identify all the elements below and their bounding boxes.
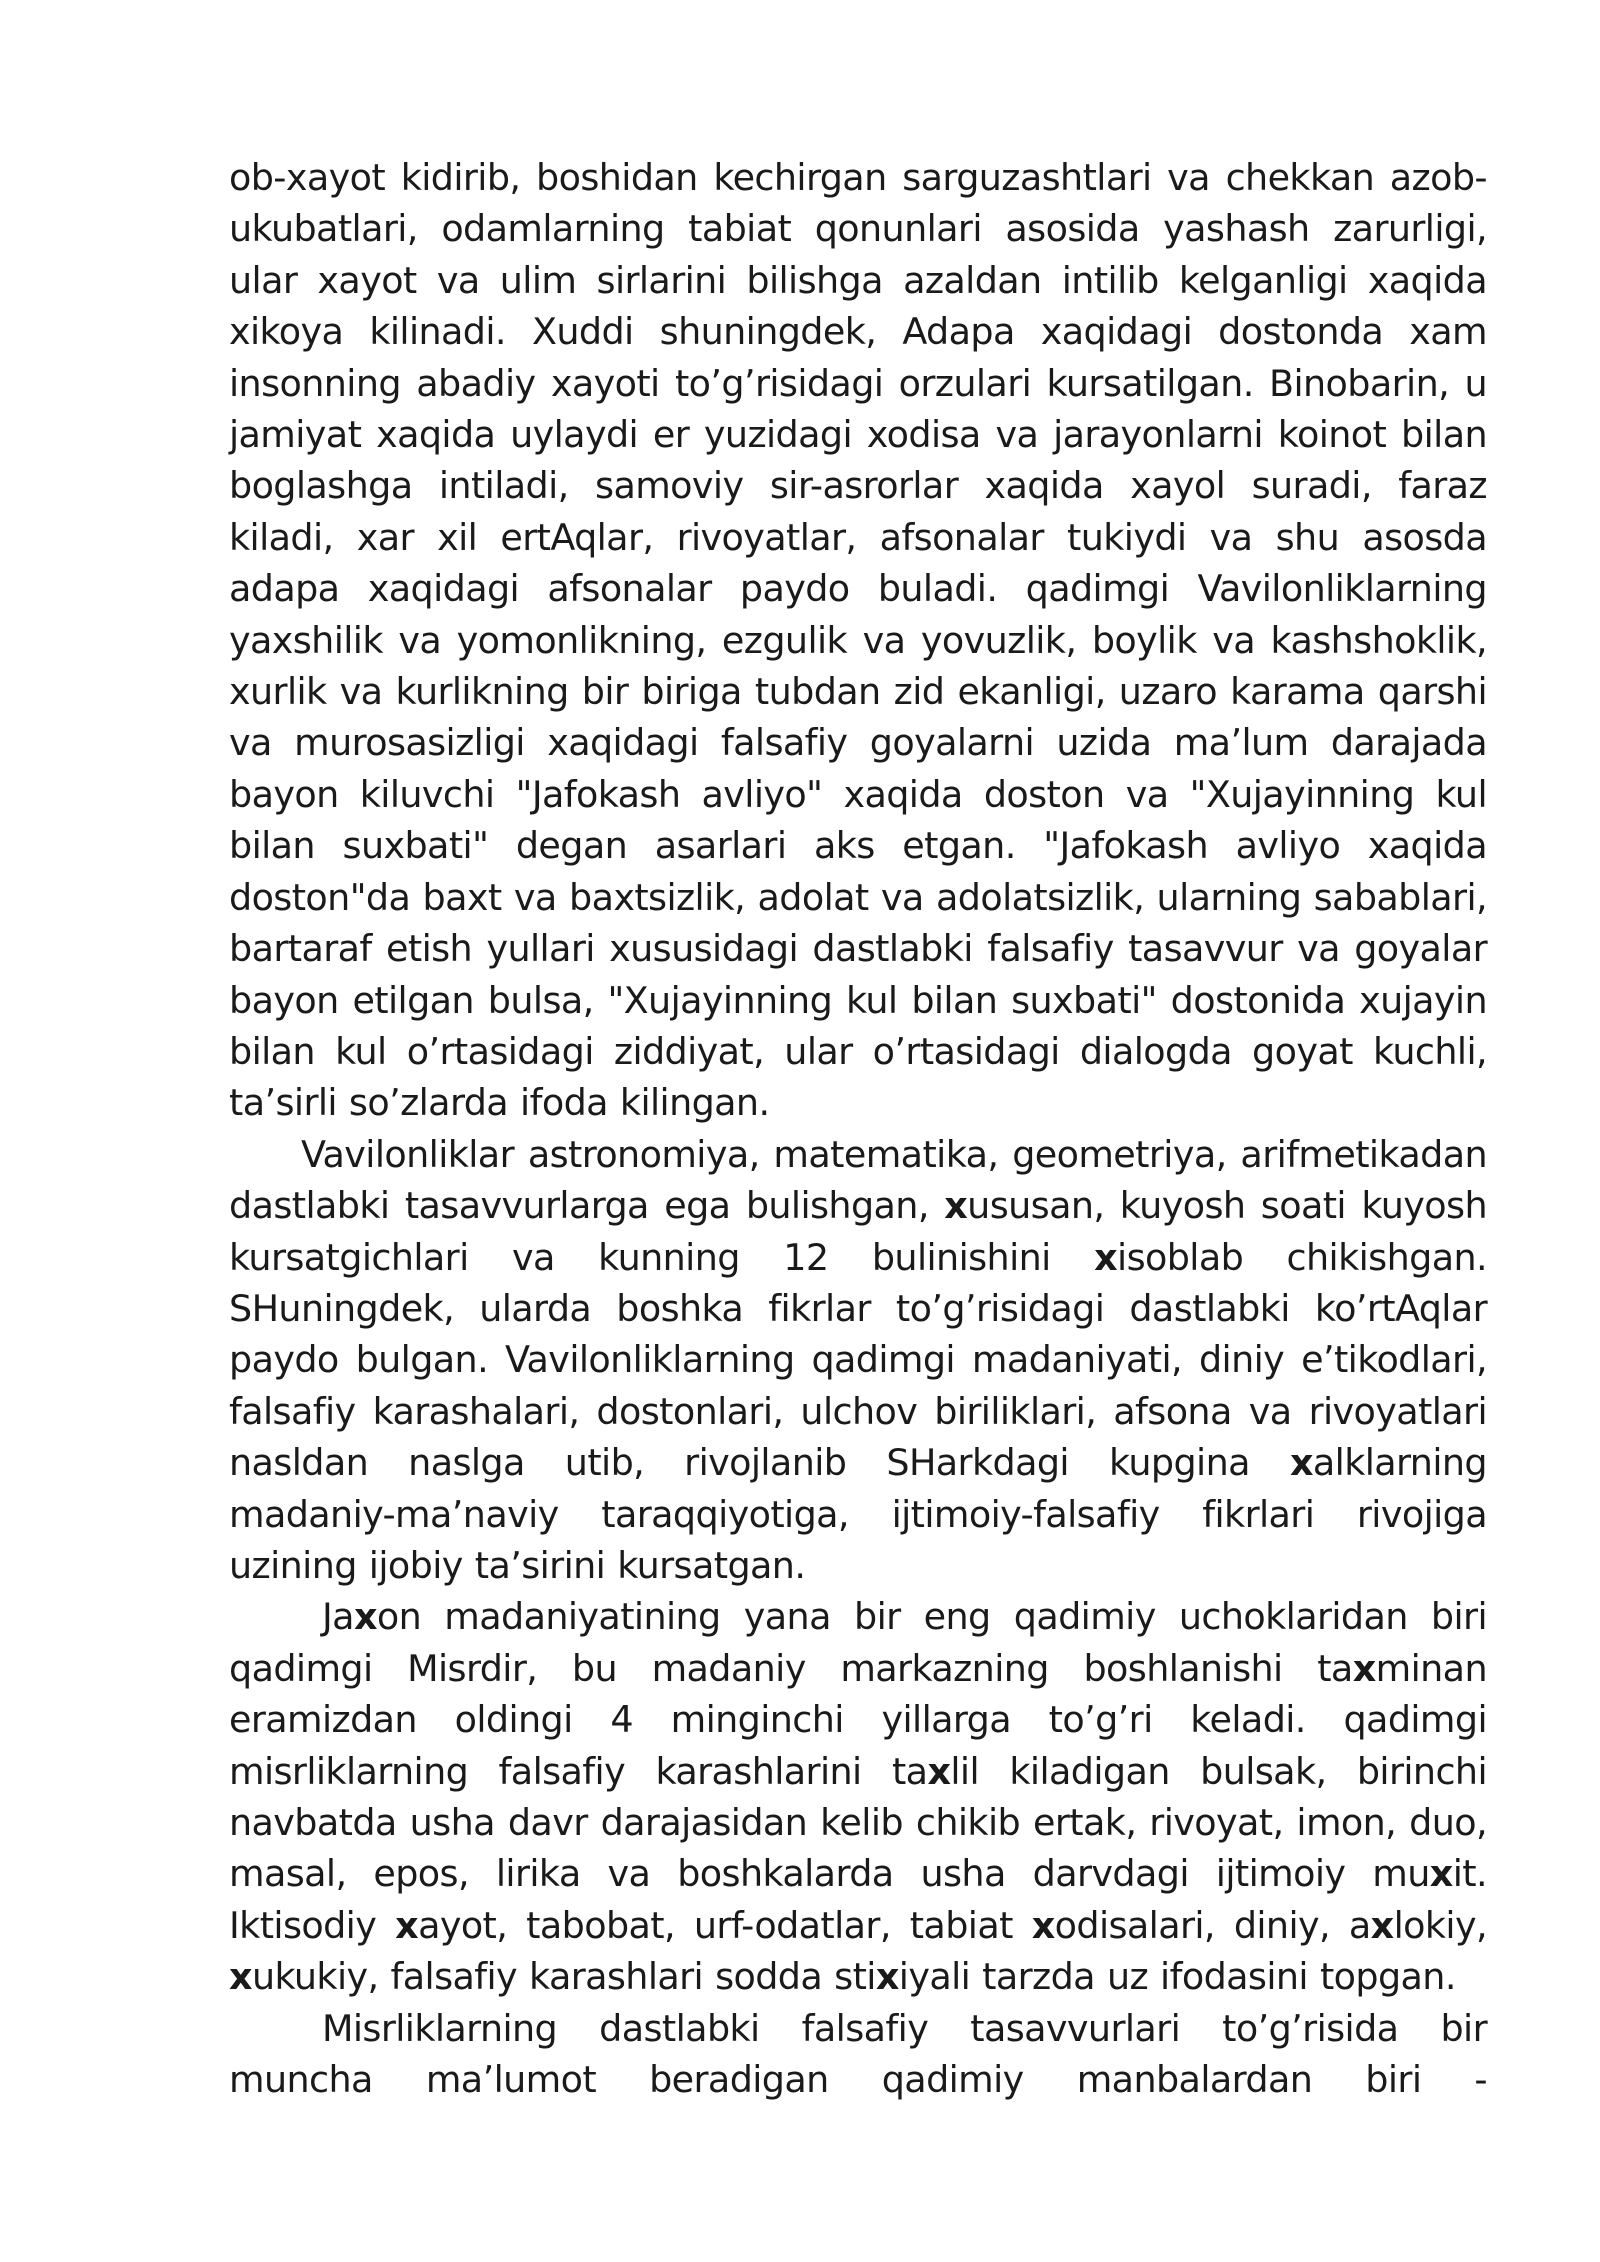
- paragraph-1: ob-xayot kidirib, boshidan kechirgan sarguzashtlari va chekkan azob-ukubatlari, odamlarning tabiat qonunlari asosida yashash zarurligi, ular xayot va ulim sirlarini bilishga azaldan intilib kelganligi xaqida xikoya kilinadi. Xuddi shuningdek, Adapa xaqidagi dostonda xam insonning abadiy xayoti to’g’risidagi orzulari kursatilgan. Binobarin, u jamiyat xaqida uylaydi er yuzidagi xodisa va jarayonlarni koinot bilan boglashga intiladi, samoviy sir-asrorlar xaqida xayol suradi, faraz kiladi, xar xil ertAqlar, rivoyatlar, afsonalar tukiydi va shu asosda adapa xaqidagi afsonalar paydo buladi. qadimgi Vavilonliklarning yaxshilik va yomonlikning, ezgulik va yovuzlik, boylik va kashshoklik, xurlik va kurlikning bir biriga tubdan zid ekanligi, uzaro karama qarshi va murosasizligi xaqidagi falsafiy goyalarni uzida ma’lum darajada bayon kiluvchi "Jafokash avliyo" xaqida doston va "Xujayinning kul bilan suxbati" degan asarlari aks etgan. "Jafokash avliyo xaqida doston"da baxt va baxtsizlik, adolat va adolatsizlik, ularning sabablari, bartaraf etish yullari xususidagi dastlabki falsafiy tasavvur va goyalar bayon etilgan bulsa, "Xujayinning kul bilan suxbati" dostonida xujayin bilan kul o’rtasidagi ziddiyat, ular o’rtasidagi dialogda goyat kuchli, ta’sirli so’zlarda ifoda kilingan.: [229, 156, 1487, 1125]
- bold-letter: x: [353, 1595, 377, 1639]
- text-span: odisalari, diniy, a: [1054, 1903, 1371, 1947]
- text-span: ukukiy, falsafiy karashlari sodda sti: [251, 1955, 876, 1999]
- text-span: ususan, kuyosh soati kuyosh kursatgichlari va kunning 12 bulinishini: [229, 1184, 1487, 1279]
- bold-letter: x: [875, 1955, 899, 1999]
- text-span: on madaniyatining yana bir eng qadimiy uchoklaridan biri qadimgi Misrdir, bu madaniy markazning boshlanishi ta: [229, 1595, 1487, 1690]
- text-span: Vavilonliklar astronomiya, matematika, geometriya, arifmetikadan dastlabki tasavvurlarga ega bulishgan,: [229, 1132, 1487, 1228]
- bold-letter: x: [1031, 1903, 1055, 1947]
- text-span: alklarning madaniy-ma’naviy taraqqiyotiga, ijtimoiy-falsafiy fikrlari rivojiga uzining ijobiy ta’sirini kursatgan.: [229, 1441, 1487, 1587]
- text-span: iyali tarzda uz ifodasini topgan.: [898, 1955, 1456, 1999]
- document-page: [229, 152, 1487, 2105]
- bold-letter: x: [1094, 1235, 1118, 1279]
- bold-letter: x: [1352, 1646, 1376, 1690]
- paragraph-2: [229, 1129, 1487, 1592]
- bold-letter: x: [395, 1903, 419, 1947]
- bold-letter: x: [1370, 1903, 1394, 1947]
- text-span: lil kiladigan bulsak, birinchi navbatda usha davr darajasidan kelib chikib ertak, rivoyat, imon, duo, masal, epos, lirika va boshkalarda usha darvdagi ijtimoiy mu: [229, 1749, 1487, 1896]
- bold-letter: x: [927, 1749, 951, 1793]
- text-span: Ja: [322, 1595, 354, 1639]
- bold-letter: x: [229, 1955, 252, 1999]
- bold-letter: x: [1289, 1441, 1313, 1485]
- text-span: lokiy,: [1393, 1903, 1487, 1947]
- text-span: ayot, tabobat, urf-odatlar, tabiat: [418, 1903, 1032, 1947]
- paragraph-3: [229, 1591, 1487, 2002]
- text-span: it. Iktisodiy: [229, 1852, 1487, 1947]
- paragraph-4: Misrliklarning dastlabki falsafiy tasavvurlari to’g’risida bir muncha ma’lumot beradigan qadimiy manbalardan biri -: [229, 2006, 1487, 2102]
- bold-letter: x: [944, 1184, 968, 1228]
- bold-letter: x: [1429, 1852, 1453, 1896]
- text-span: isoblab chikishgan. SHuningdek, ularda boshka fikrlar to’g’risidagi dastlabki ko’rtAqlar paydo bulgan. Vavilonliklarning qadimgi madaniyati, diniy e’tikodlari, falsafiy karashalari, dostonlari, ulchov biriliklari, afsona va rivoyatlari nasldan naslga utib, rivojlanib SHarkdagi kupgina: [229, 1235, 1487, 1485]
- text-span: minan eramizdan oldingi 4 minginchi yillarga to’g’ri keladi. qadimgi misrliklarning falsafiy karashlarini ta: [229, 1646, 1487, 1793]
